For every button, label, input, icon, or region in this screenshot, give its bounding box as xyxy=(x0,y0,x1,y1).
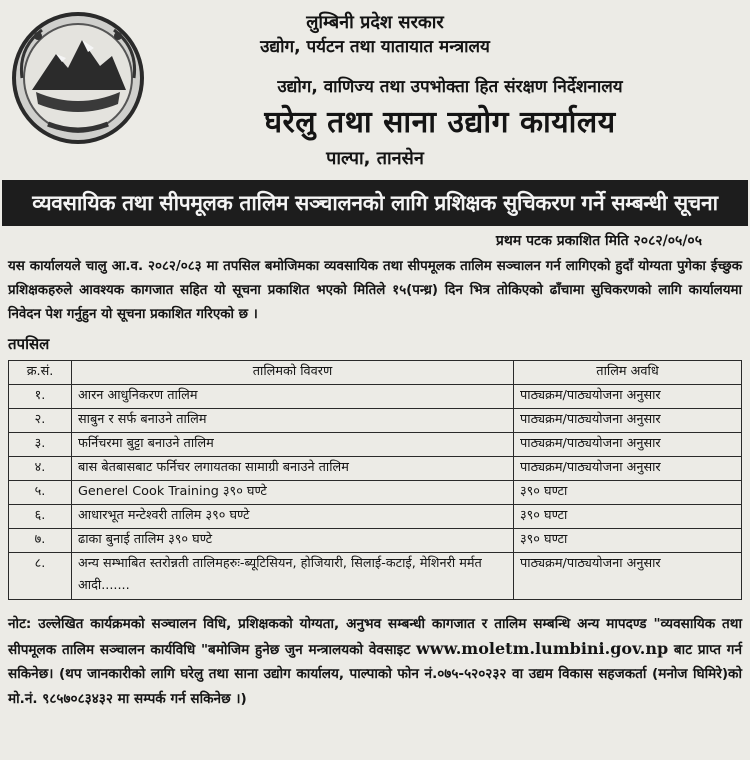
table-row xyxy=(9,409,742,433)
col-header-description: तालिमको विवरण xyxy=(72,361,514,385)
row-duration: पाठ्यक्रम/पाठ्ययोजना अनुसार xyxy=(514,457,742,481)
intro-paragraph: यस कार्यालयले चालु आ.व. २०८२/०८३ मा तपसिल बमोजिमका व्यवसायिक तथा सीपमूलक तालिम सञ्चालन गर्न लागिएको हुदाँ योग्यता पुगेका ईच्छुक प्रशिक्षकहरुले आवश्यक कागजात सहित यो सूचना प्रकाशित भएको मितिले १५(पन्ध्र) दिन भित्र तोकिएको ढाँचामा सुचिकरणको लागि कार्यालयमा निवेदन पेश गर्नुहुन यो सूचना प्रकाशित गरिएको छ । xyxy=(8,259,742,322)
row-description: अन्य सम्भाबित स्तरोन्नती तालिमहरुः-ब्यूटिसियन, होजियारी, सिलाई-कटाई, मेशिनरी मर्मत आदी....... xyxy=(72,553,514,600)
row-description: फर्निचरमा बुट्टा बनाउने तालिम xyxy=(72,433,514,457)
table-row xyxy=(9,457,742,481)
government-emblem-icon xyxy=(8,8,148,148)
row-sn: १. xyxy=(9,385,72,409)
col-header-sn: क्र.सं. xyxy=(9,361,72,385)
header-province: लुम्बिनी प्रदेश सरकार xyxy=(306,12,444,33)
note-text-part2: बाट प्राप्त गर्न सकिनेछ। (थप जानकारीको लागि घरेलु तथा साना उद्योग कार्यालय, पाल्पाको फोन नं.०७५-५२०२३२ वा उद्यम विकास सहजकर्ता (मनोज घिमिरे)को मो.नं. ९८५७०८३४३२ मा सम्पर्क गर्न सकिनेछ ।) xyxy=(8,641,742,707)
note-label: नोट: xyxy=(8,616,32,632)
table-row xyxy=(9,385,742,409)
row-duration: ३९० घण्टा xyxy=(514,529,742,553)
ministry-website-link[interactable]: www.moletm.lumbini.gov.np xyxy=(415,638,669,658)
row-duration: पाठ्यक्रम/पाठ्ययोजना अनुसार xyxy=(514,409,742,433)
table-row xyxy=(9,433,742,457)
letterhead xyxy=(0,0,750,178)
row-sn: ७. xyxy=(9,529,72,553)
row-description: आधारभूत मन्टेश्वरी तालिम ३९० घण्टे xyxy=(72,505,514,529)
notice-title-banner: व्यवसायिक तथा सीपमूलक तालिम सञ्चालनको लागि प्रशिक्षक सुचिकरण गर्ने सम्बन्धी सूचना xyxy=(2,180,748,226)
row-sn: ४. xyxy=(9,457,72,481)
row-sn: ८. xyxy=(9,553,72,600)
row-duration: ३९० घण्टा xyxy=(514,505,742,529)
schedule-heading: तपसिल xyxy=(8,335,50,353)
table-row xyxy=(9,553,742,600)
header-ministry: उद्योग, पर्यटन तथा यातायात मन्त्रालय xyxy=(260,37,490,57)
header-location: पाल्पा, तानसेन xyxy=(326,148,424,169)
table-row xyxy=(9,529,742,553)
row-description: ढाका बुनाई तालिम ३९० घण्टे xyxy=(72,529,514,553)
table-header-row xyxy=(9,361,742,385)
training-schedule-table xyxy=(8,360,742,600)
row-duration: पाठ्यक्रम/पाठ्ययोजना अनुसार xyxy=(514,553,742,600)
row-duration: पाठ्यक्रम/पाठ्ययोजना अनुसार xyxy=(514,433,742,457)
col-header-duration: तालिम अवधि xyxy=(514,361,742,385)
header-directorate: उद्योग, वाणिज्य तथा उपभोक्ता हित संरक्षण निर्देशनालय xyxy=(277,77,623,97)
row-description: साबुन र सर्फ बनाउने तालिम xyxy=(72,409,514,433)
row-sn: ३. xyxy=(9,433,72,457)
row-duration: ३९० घण्टा xyxy=(514,481,742,505)
row-description: Generel Cook Training ३९० घण्टे xyxy=(72,481,514,505)
publication-date: प्रथम पटक प्रकाशित मिति २०८२/०५/०५ xyxy=(495,233,702,249)
row-sn: २. xyxy=(9,409,72,433)
row-sn: ६. xyxy=(9,505,72,529)
row-duration: पाठ्यक्रम/पाठ्ययोजना अनुसार xyxy=(514,385,742,409)
note-text-part1: उल्लेखित कार्यक्रमको सञ्चालन विधि, प्रशिक्षकको योग्यता, अनुभव सम्बन्धी कागजात र तालिम सम्बन्धि अन्य मापदण्ड "व्यवसायिक तथा सीपमूलक तालिम सञ्चालन कार्यविधि "बमोजिम हुनेछ जुन मन्त्रालयको वेवसाइट xyxy=(8,616,743,658)
table-row xyxy=(9,481,742,505)
row-sn: ५. xyxy=(9,481,72,505)
row-description: आरन आधुनिकरण तालिम xyxy=(72,385,514,409)
row-description: बास बेतबासबाट फर्निचर लगायतका सामाग्री बनाउने तालिम xyxy=(72,457,514,481)
table-row xyxy=(9,505,742,529)
header-office: घरेलु तथा साना उद्योग कार्यालय xyxy=(264,105,616,140)
note-paragraph xyxy=(8,612,742,711)
